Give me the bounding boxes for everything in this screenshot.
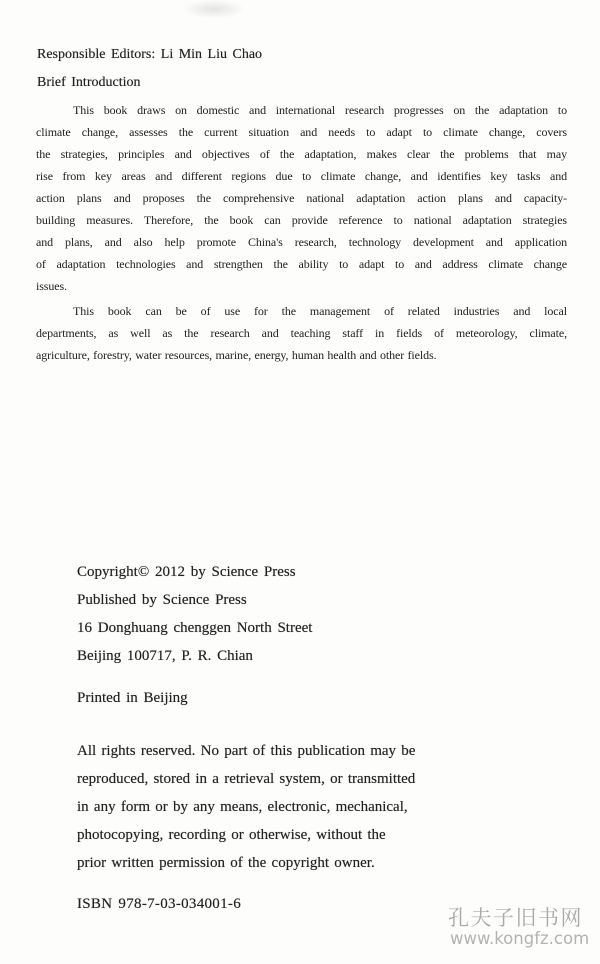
publisher-line: Published by Science Press <box>77 592 247 608</box>
kongfz-watermark-site-name: 孔夫子旧书网 <box>448 906 583 930</box>
publisher-address-line: 16 Donghuang chenggen North Street <box>77 620 313 636</box>
publisher-city-line: Beijing 100717, P. R. Chian <box>77 648 253 664</box>
kongfz-watermark-site-url: www.kongfz.com <box>450 929 590 948</box>
intro-paragraph-2 <box>36 300 567 366</box>
intro-paragraph-1-line: climate change, assesses the current situation and needs to adapt to climate change, covers <box>36 125 567 139</box>
intro-paragraph-2-line: This book can be of use for the management of related industries and local <box>73 304 567 318</box>
intro-paragraph-1-line: action plans and proposes the comprehensive national adaptation action plans and capacity- <box>36 191 567 205</box>
intro-paragraph-1 <box>36 99 567 297</box>
brief-introduction-heading: Brief Introduction <box>37 75 141 90</box>
rights-line: All rights reserved. No part of this publication may be <box>77 743 416 759</box>
intro-paragraph-1-line: This book draws on domestic and international research progresses on the adaptation to <box>73 103 567 117</box>
intro-paragraph-1-line: the strategies, principles and objectives of the adaptation, makes clear the problems that may <box>36 147 567 161</box>
isbn-line: ISBN 978-7-03-034001-6 <box>77 896 242 912</box>
scan-smudge-artifact <box>185 0 243 18</box>
intro-paragraph-2-line: departments, as well as the research and teaching staff in fields of meteorology, climate, <box>36 326 567 340</box>
printed-in-line: Printed in Beijing <box>77 690 188 706</box>
intro-paragraph-1-line: rise from key areas and different regions due to climate change, and identifies key tasks and <box>36 169 567 183</box>
rights-line: prior written permission of the copyright owner. <box>77 855 375 871</box>
intro-paragraph-1-line: building measures. Therefore, the book can provide reference to national adaptation strategies <box>36 213 567 227</box>
rights-notice <box>77 737 415 877</box>
intro-paragraph-1-line: and plans, and also help promote China's research, technology development and application <box>36 235 567 249</box>
rights-line: photocopying, recording or otherwise, without the <box>77 827 386 843</box>
intro-paragraph-1-line: of adaptation technologies and strengthen the ability to adapt to and address climate change <box>36 257 567 271</box>
copyright-line: Copyright© 2012 by Science Press <box>77 564 296 580</box>
intro-paragraph-2-line: agriculture, forestry, water resources, marine, energy, human health and other fields. <box>36 348 437 362</box>
rights-line: reproduced, stored in a retrieval system, or transmitted <box>77 771 416 787</box>
intro-paragraph-1-line: issues. <box>36 279 67 293</box>
rights-line: in any form or by any means, electronic, mechanical, <box>77 799 408 815</box>
responsible-editors-line: Responsible Editors: Li Min Liu Chao <box>37 47 263 62</box>
